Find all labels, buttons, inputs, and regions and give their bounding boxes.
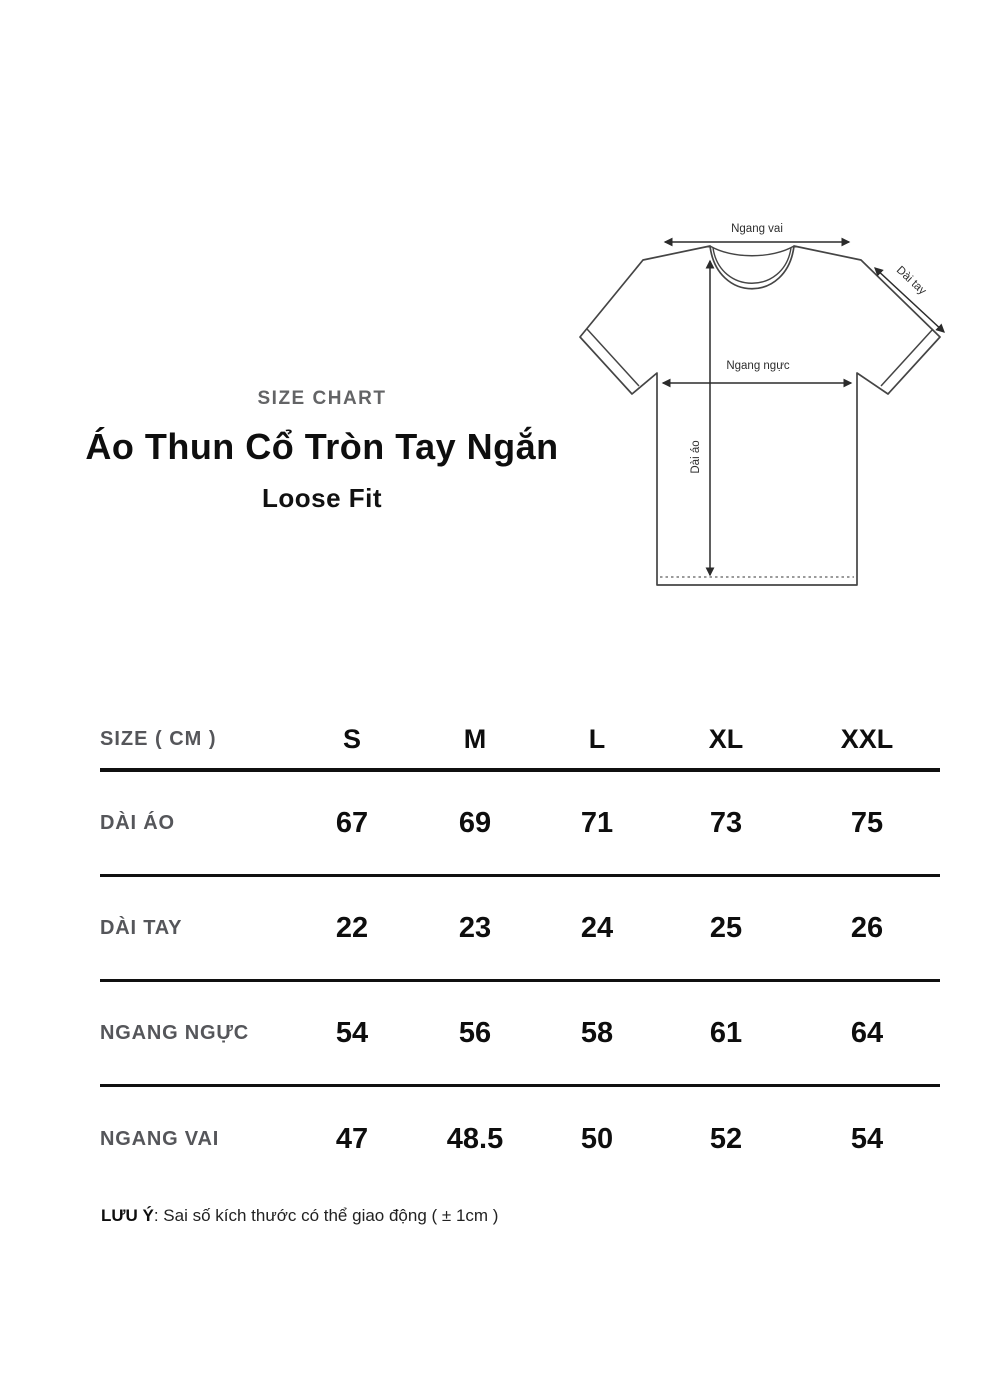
row-label: NGANG NGỰC [100,1021,250,1044]
measurement-value: 67 [335,806,369,839]
row-label: DÀI TAY [100,916,183,939]
measurement-value: 23 [458,911,492,944]
row-label: NGANG VAI [100,1128,220,1150]
measurement-value: 48.5 [446,1123,504,1155]
measurement-value: 75 [850,806,884,839]
size-col-l: L [588,723,606,754]
measurement-value: 73 [709,806,743,839]
measurement-value: 26 [850,911,884,944]
size-col-s: S [342,723,361,754]
size-col-m: M [463,723,487,754]
measurement-value: 58 [580,1016,614,1049]
title-block [62,388,582,514]
measurement-value: 25 [709,911,743,944]
row-label: DÀI ÁO [100,811,175,834]
table-row-dai-tay [100,877,940,982]
size-col-xxl: XXL [840,723,894,754]
shoulder-width-label: Ngang vai [731,223,783,235]
size-unit-header: SIZE ( CM ) [100,727,217,750]
tolerance-note-label: LƯU Ý [101,1206,154,1225]
sleeve-length-label: Dài tay [893,264,929,298]
size-table [100,710,940,1192]
table-row-dai-ao [100,772,940,877]
tshirt-outline [580,246,940,585]
product-title: Áo Thun Cổ Tròn Tay Ngắn [85,426,559,467]
tshirt-measurement-diagram [570,215,970,610]
measurement-value: 52 [709,1123,743,1155]
tolerance-note [101,1206,498,1226]
measurement-value: 61 [709,1016,743,1049]
measurement-value: 54 [850,1123,884,1155]
fit-subtitle: Loose Fit [261,483,383,513]
body-length-label: Dài áo [690,440,702,474]
measurement-value: 50 [580,1123,614,1155]
measurement-value: 22 [335,911,369,944]
size-col-xl: XL [708,723,744,754]
tolerance-note-text: : Sai số kích thước có thể giao động ( ± 1cm ) [153,1206,499,1225]
measurement-value: 54 [335,1016,369,1049]
measurement-value: 69 [458,806,492,839]
table-row-ngang-nguc [100,982,940,1087]
size-chart-label: SIZE CHART [257,388,387,409]
chest-width-label: Ngang ngực [726,360,790,372]
measurement-value: 64 [850,1016,884,1049]
measurement-value: 71 [580,806,614,839]
table-row-ngang-vai [100,1087,940,1192]
measurement-value: 24 [580,911,614,944]
measurement-value: 56 [458,1016,492,1049]
measurement-value: 47 [335,1123,369,1155]
size-table-header-row [100,710,940,772]
